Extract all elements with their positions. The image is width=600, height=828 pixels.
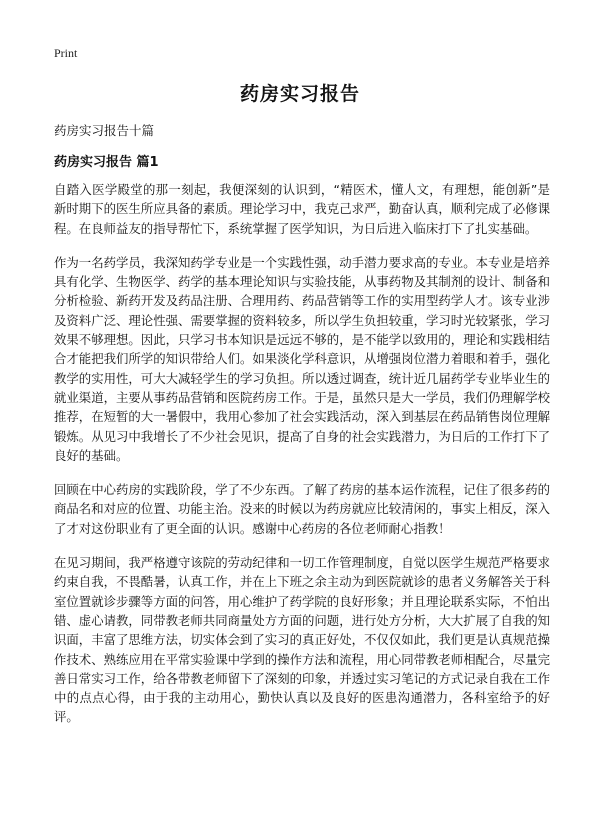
paragraph: 自踏入医学殿堂的那一刻起，我便深刻的认识到，“精医术，懂人文，有理想，能创新”是新时期下的医生所应具备的素质。理论学习中，我克己求严，勤奋认真，顺利完成了必修课程。在良师益友的指导帮忙下，系统掌握了医学知识，为日后进入临床打下了扎实基础。 [54, 182, 550, 236]
print-link[interactable]: Print [54, 46, 78, 60]
paragraph: 作为一名药学员，我深知药学专业是一个实践性强，动手潜力要求高的专业。本专业是培养具有化学、生物医学、药学的基本理论知识与实验技能，从事药物及其制剂的设计、制备和分析检验、新药开发及药品注册、合理用药、药品营销等工作的实用型药学人才。该专业涉及资料广泛、理论性强、需要掌握的资料较多，所以学生负担较重，学习时光较紧张，学习效果不够理想。因此，只学习书本知识是远远不够的，是不能学以致用的，理论和实践相结合才能把我们所学的知识带给人们。如果淡化学科意识，从增强岗位潜力着眼和着手，强化教学的实用性，可大大减轻学生的学习负担。所以透过调查，统计近几届药学专业毕业生的就业渠道，主要从事药品营销和医院药房工作。于是，虽然只是大一学员，我们仍理解学校推荐，在短暂的大一暑假中，我用心参加了社会实践活动，深入到基层在药品销售岗位理解锻炼。从见习中我增长了不少社会见识，提高了自身的社会实践潜力，为日后的工作打下了良好的基础。 [54, 254, 550, 463]
document-title: 药房实习报告 [239, 83, 360, 105]
section-heading: 药房实习报告 篇1 [54, 155, 159, 170]
document-subtitle: 药房实习报告十篇 [54, 123, 155, 138]
article-body [54, 180, 550, 742]
paragraph: 在见习期间，我严格遵守该院的劳动纪律和一切工作管理制度，自觉以医学生规范严格要求约束自我，不畏酷暑，认真工作，并在上下班之余主动为到医院就诊的患者义务解答关于科室位置就诊步骤等方面的问答，用心维护了药学院的良好形象；并且理论联系实际，不怕出错、虚心请教，同带教老师共同商量处方方面的问题，进行处方分析，大大扩展了自我的知识面，丰富了思维方法，切实体会到了实习的真正好处，不仅仅如此，我们更是认真规范操作技术、熟练应用在平常实验课中学到的操作方法和流程，用心同带教老师相配合，尽量完善日常实习工作，给各带教老师留下了深刻的印象，并透过实习笔记的方式记录自我在工作中的点点心得，由于我的主动用心，勤快认真以及良好的医患沟通潜力，各科室给予的好评。 [54, 555, 550, 725]
paragraph: 回顾在中心药房的实践阶段，学了不少东西。了解了药房的基本运作流程，记住了很多药的商品名和对应的位置、功能主治。没来的时候以为药房就应比较清闲的，事实上相反，深入了才对这份职业有了更全面的认识。感谢中心药房的各位老师耐心指教！ [54, 482, 550, 536]
